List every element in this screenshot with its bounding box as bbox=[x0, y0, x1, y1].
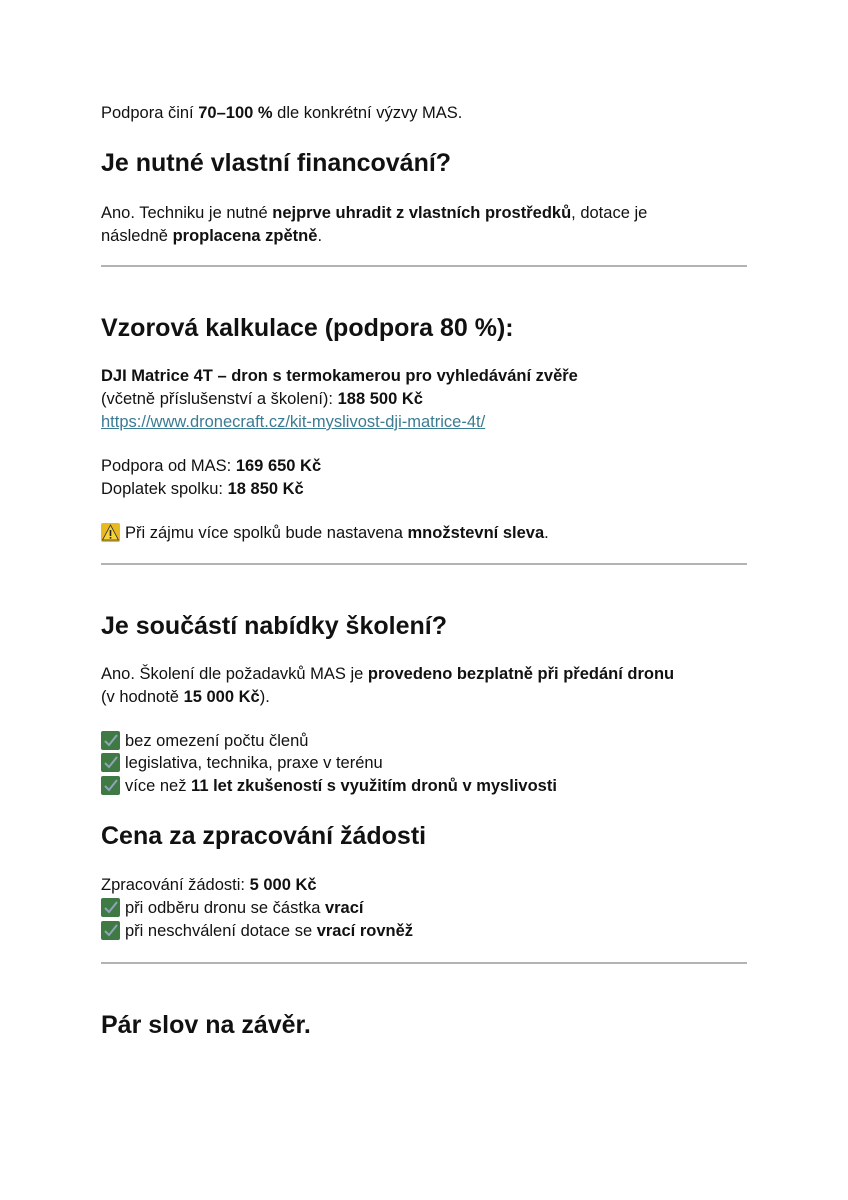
product-price-line bbox=[101, 388, 423, 410]
text: (včetně příslušenství a školení): bbox=[101, 390, 338, 408]
text: bez omezení počtu členů bbox=[125, 732, 309, 750]
text-bold: proplacena zpětně bbox=[172, 227, 318, 245]
list-item bbox=[101, 897, 364, 919]
warning-icon bbox=[101, 523, 120, 542]
text: Podpora od MAS: bbox=[101, 457, 236, 475]
support-line bbox=[101, 455, 321, 477]
text-bold: nejprve uhradit z vlastních prostředků bbox=[272, 204, 572, 222]
text: Ano. Techniku je nutné bbox=[101, 204, 273, 222]
fee-value: 5 000 Kč bbox=[249, 876, 317, 894]
text-bold: provedeno bezplatně při předání dronu bbox=[367, 665, 675, 683]
intro-paragraph bbox=[101, 102, 462, 124]
text: dle konkrétní výzvy MAS. bbox=[272, 104, 463, 122]
product-link[interactable]: https://www.dronecraft.cz/kit-myslivost-dji-matrice-4t/ bbox=[101, 413, 486, 431]
product-price: 188 500 Kč bbox=[337, 390, 423, 408]
extra-value: 18 850 Kč bbox=[227, 480, 304, 498]
fee-line bbox=[101, 874, 317, 896]
text: při neschválení dotace se bbox=[125, 922, 317, 940]
discount-note bbox=[101, 522, 549, 544]
list-item bbox=[101, 920, 413, 942]
text-bold: DJI Matrice 4T – dron s termokamerou pro vyhledávání zvěře bbox=[101, 367, 578, 385]
divider bbox=[101, 265, 747, 267]
text: při odběru dronu se částka bbox=[125, 899, 325, 917]
text: . bbox=[544, 524, 549, 542]
check-mark-icon bbox=[101, 776, 120, 795]
check-mark-icon bbox=[101, 753, 120, 772]
text: Doplatek spolku: bbox=[101, 480, 228, 498]
text: , dotace je bbox=[571, 204, 648, 222]
heading-fee: Cena za zpracování žádosti bbox=[101, 822, 427, 850]
divider bbox=[101, 563, 747, 565]
text: ). bbox=[259, 688, 270, 706]
training-line-2 bbox=[101, 686, 270, 708]
text-bold: vrací bbox=[324, 899, 364, 917]
text: více než bbox=[125, 777, 192, 795]
text-bold: 15 000 Kč bbox=[183, 688, 260, 706]
financing-line-1 bbox=[101, 202, 647, 224]
link-line bbox=[101, 411, 485, 433]
text: následně bbox=[101, 227, 173, 245]
list-item bbox=[101, 730, 308, 752]
heading-closing: Pár slov na závěr. bbox=[101, 1011, 311, 1039]
check-mark-icon bbox=[101, 731, 120, 750]
text: . bbox=[317, 227, 323, 245]
heading-calculation: Vzorová kalkulace (podpora 80 %): bbox=[101, 314, 514, 342]
extra-line bbox=[101, 478, 304, 500]
check-mark-icon bbox=[101, 898, 120, 917]
support-range: 70–100 % bbox=[198, 104, 273, 122]
text: Zpracování žádosti: bbox=[101, 876, 250, 894]
text: Při zájmu více spolků bude nastavena bbox=[125, 524, 408, 542]
support-value: 169 650 Kč bbox=[235, 457, 322, 475]
heading-financing: Je nutné vlastní financování? bbox=[101, 149, 452, 177]
text: (v hodnotě bbox=[101, 688, 184, 706]
check-mark-icon bbox=[101, 921, 120, 940]
heading-training: Je součástí nabídky školení? bbox=[101, 612, 447, 640]
text-bold: množstevní sleva bbox=[407, 524, 545, 542]
financing-line-2 bbox=[101, 225, 322, 247]
text: Ano. Školení dle požadavků MAS je bbox=[101, 665, 368, 683]
text: Podpora činí bbox=[101, 104, 199, 122]
list-item bbox=[101, 752, 383, 774]
training-line-1 bbox=[101, 663, 674, 685]
text-bold: vrací rovněž bbox=[316, 922, 414, 940]
product-name bbox=[101, 365, 578, 387]
list-item bbox=[101, 775, 557, 797]
text-bold: 11 let zkušeností s využitím dronů v myslivosti bbox=[191, 777, 557, 795]
divider bbox=[101, 962, 747, 964]
text: legislativa, technika, praxe v terénu bbox=[125, 754, 383, 772]
